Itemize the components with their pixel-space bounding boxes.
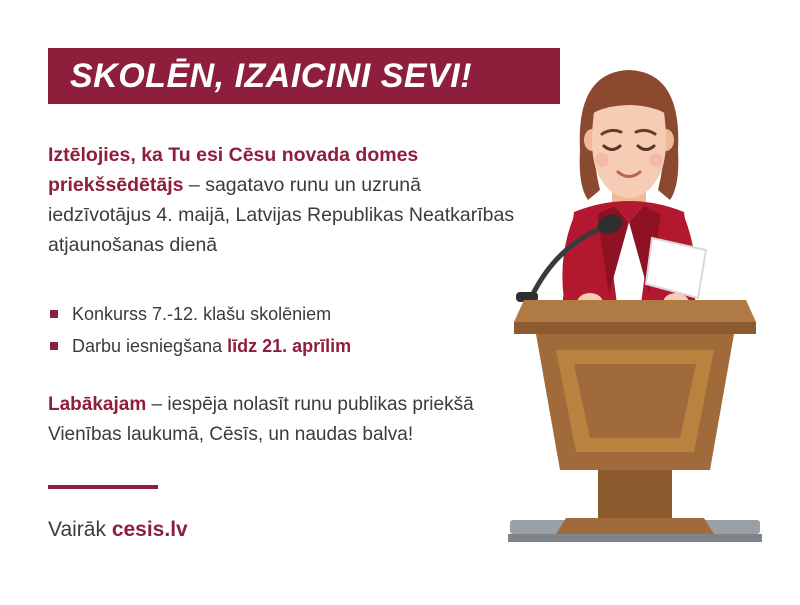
bullet-list [50,300,510,364]
list-item-label: Konkurss 7.-12. klašu skolēniem [72,304,332,324]
more-info [48,518,188,542]
list-item-deadline: līdz 21. aprīlim [227,336,352,356]
list-item [50,332,510,361]
divider [48,485,158,489]
square-bullet-icon [50,310,58,318]
prize-bold-text: Labākajam [48,394,147,415]
prize-rest-text: – iespēja nolasīt runu publikas priekšā Vienības laukumā, Cēsīs, un naudas balva! [48,394,474,445]
website-link[interactable]: cesis.lv [111,518,188,541]
more-label: Vairāk [48,518,112,541]
prize-paragraph [48,390,518,450]
square-bullet-icon [50,342,58,350]
lead-rest-text: – sagatavo runu un uzrunā iedzīvotājus 4. maijā, Latvijas Republikas Neatkarības atjaunošanas dienā [48,174,515,256]
page-title: SKOLĒN, IZAICINI SEVI! [70,56,473,95]
lead-bold-text: Iztēlojies, ka Tu esi Cēsu novada domes priekšsēdētājs [48,144,419,196]
lead-paragraph [48,140,518,260]
list-item-label: Darbu iesniegšana [72,336,228,356]
woman-speaking-at-podium-illustration [470,0,800,600]
list-item [50,300,510,329]
